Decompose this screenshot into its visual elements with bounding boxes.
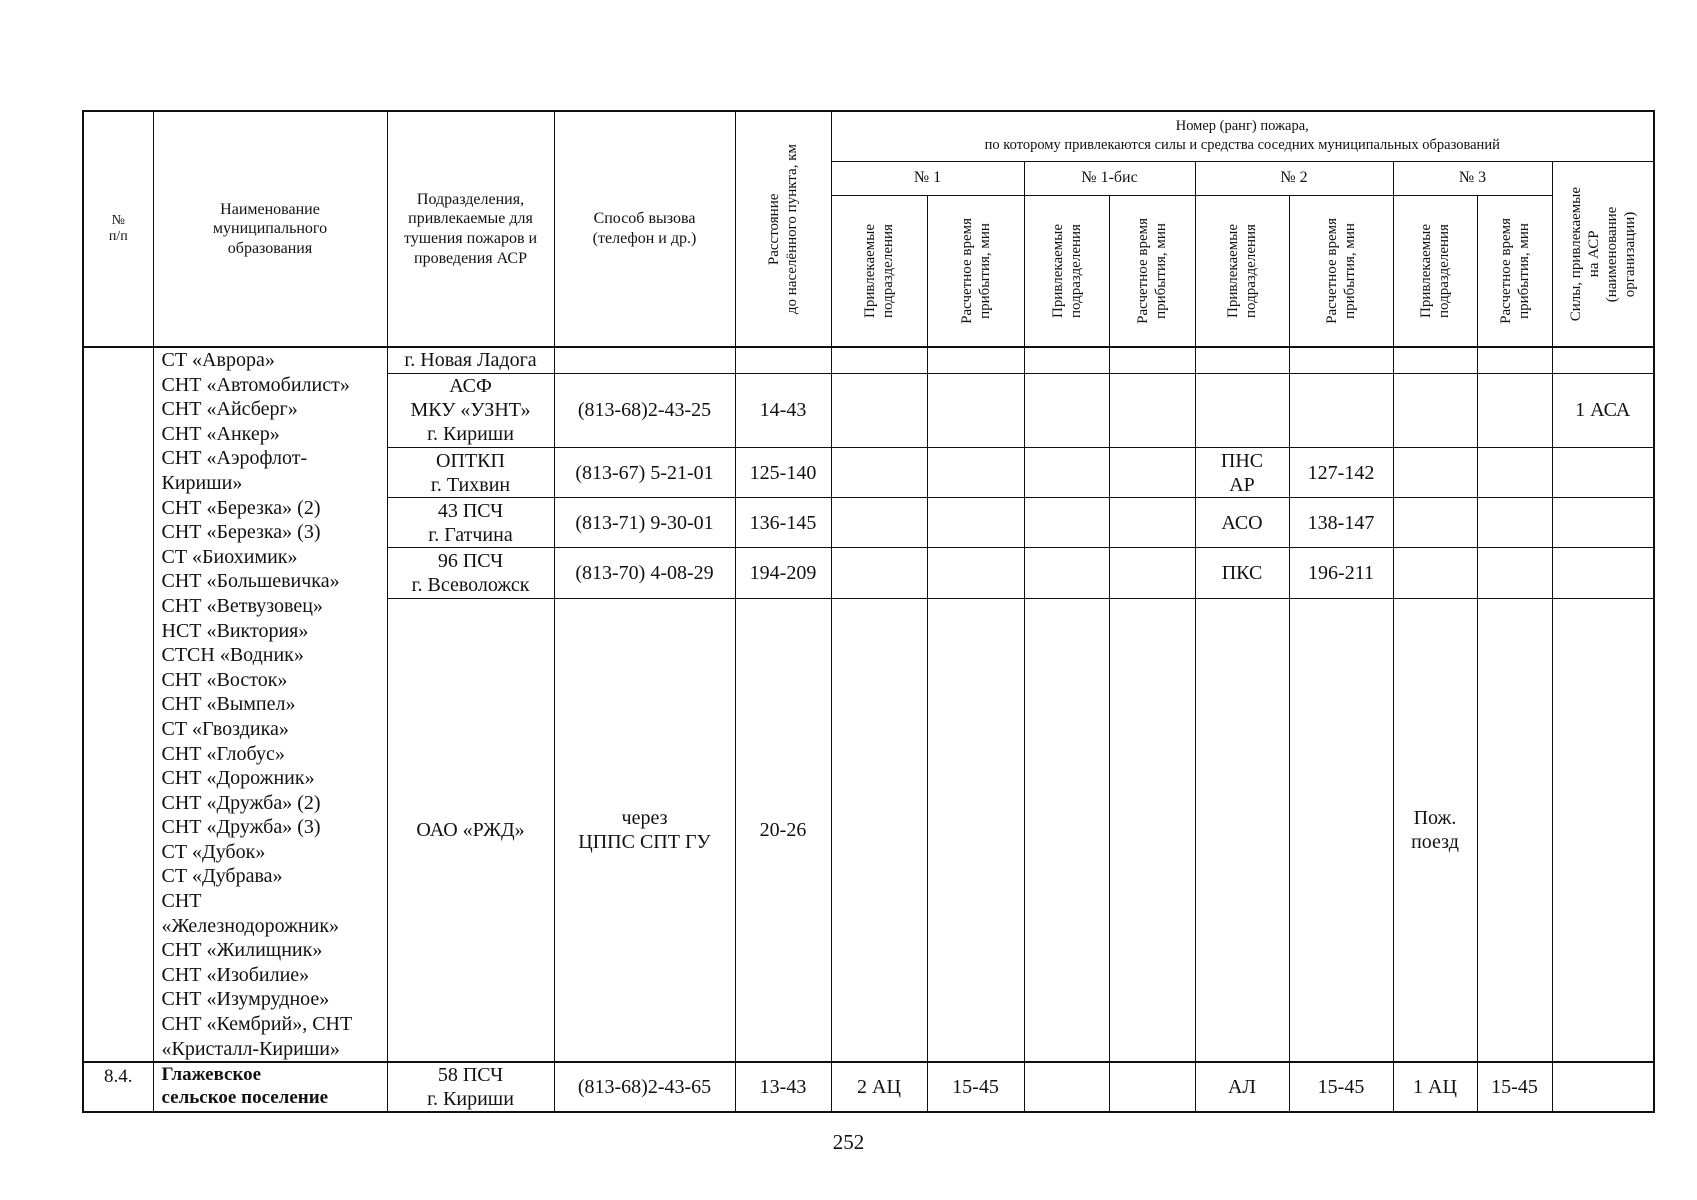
page-number: 252: [832, 1130, 865, 1154]
header-rank1bis-units: Привлекаемые подразделения: [1024, 195, 1109, 347]
header-rank2-time: Расчетное время прибытия, мин: [1289, 195, 1393, 347]
header-rank-title: Номер (ранг) пожара, по которому привлекаются силы и средства соседних муниципальных образований: [831, 111, 1654, 161]
header-distance: Расстояние до населённого пункта, км: [735, 111, 831, 347]
header-rank1bis-time: Расчетное время прибытия, мин: [1109, 195, 1195, 347]
fire-forces-table: [82, 110, 1655, 1113]
call-cell: (813-70) 4-08-29: [554, 548, 735, 598]
header-asr-forces: Силы, привлекаемые на АСР (наименование организации): [1552, 161, 1654, 347]
distance-cell: 13-43: [735, 1062, 831, 1112]
header-rank-1bis: № 1-бис: [1024, 161, 1195, 195]
call-cell: (813-68)2-43-65: [554, 1062, 735, 1112]
settlements-list: СТ «Аврора» СНТ «Автомобилист» СНТ «Айсберг» СНТ «Анкер» СНТ «Аэрофлот- Кириши» СНТ «Березка» (2) СНТ «Березка» (3) СТ «Биохимик» СНТ «Большевичка» СНТ «Ветвузовец» НСТ «Виктория» СТСН «Водник» СНТ «Восток» СНТ «Вымпел» СТ «Гвоздика» СНТ «Глобус» СНТ «Дорожник» СНТ «Дружба» (2) СНТ «Дружба» (3) СТ «Дубок» СТ «Дубрава» СНТ «Железнодорожник» СНТ «Жилищник» СНТ «Изобилие» СНТ «Изумрудное» СНТ «Кембрий», СНТ «Кристалл-Кириши»: [153, 347, 387, 1062]
distance-cell: [735, 347, 831, 373]
rank2-unit-cell: ПНС АР: [1195, 447, 1289, 497]
distance-cell: 194-209: [735, 548, 831, 598]
table-row: [83, 347, 1654, 373]
rank1-time-cell: 15-45: [927, 1062, 1024, 1112]
unit-cell: ОАО «РЖД»: [387, 598, 554, 1062]
rank2-unit-cell: АСО: [1195, 498, 1289, 548]
distance-cell: 136-145: [735, 498, 831, 548]
rank2-time-cell: 196-211: [1289, 548, 1393, 598]
call-cell: через ЦППС СПТ ГУ: [554, 598, 735, 1062]
header-num: № п/п: [83, 111, 153, 347]
header-rank3-units: Привлекаемые подразделения: [1393, 195, 1477, 347]
header-rank-2: № 2: [1195, 161, 1393, 195]
municipality-name: Глажевское сельское поселение: [153, 1062, 387, 1112]
call-cell: (813-68)2-43-25: [554, 373, 735, 447]
call-cell: (813-67) 5-21-01: [554, 447, 735, 497]
header-rank-3: № 3: [1393, 161, 1552, 195]
header-rank1-time: Расчетное время прибытия, мин: [927, 195, 1024, 347]
rank2-time-cell: 127-142: [1289, 447, 1393, 497]
asr-forces-cell: 1 АСА: [1552, 373, 1654, 447]
call-cell: (813-71) 9-30-01: [554, 498, 735, 548]
rank2-time-cell: 138-147: [1289, 498, 1393, 548]
header-call-method: Способ вызова (телефон и др.): [554, 111, 735, 347]
unit-cell: 58 ПСЧ г. Кириши: [387, 1062, 554, 1112]
rank2-unit-cell: ПКС: [1195, 548, 1289, 598]
rank3-unit-cell: Пож. поезд: [1393, 598, 1477, 1062]
distance-cell: 125-140: [735, 447, 831, 497]
unit-cell: ОПТКП г. Тихвин: [387, 447, 554, 497]
rank3-time-cell: 15-45: [1477, 1062, 1552, 1112]
distance-cell: 14-43: [735, 373, 831, 447]
unit-cell: 96 ПСЧ г. Всеволожск: [387, 548, 554, 598]
unit-cell: г. Новая Ладога: [387, 347, 554, 373]
row-number: 8.4.: [83, 1062, 153, 1112]
call-cell: [554, 347, 735, 373]
header-municipality: Наименование муниципального образования: [153, 111, 387, 347]
rank3-unit-cell: 1 АЦ: [1393, 1062, 1477, 1112]
header-rank1-units: Привлекаемые подразделения: [831, 195, 927, 347]
rank2-unit-cell: АЛ: [1195, 1062, 1289, 1112]
distance-cell: 20-26: [735, 598, 831, 1062]
table-row: [83, 1062, 1654, 1112]
header-rank3-time: Расчетное время прибытия, мин: [1477, 195, 1552, 347]
rank1-unit-cell: 2 АЦ: [831, 1062, 927, 1112]
header-rank-1: № 1: [831, 161, 1024, 195]
unit-cell: 43 ПСЧ г. Гатчина: [387, 498, 554, 548]
row-num-empty: [83, 347, 153, 1062]
rank2-time-cell: 15-45: [1289, 1062, 1393, 1112]
header-rank2-units: Привлекаемые подразделения: [1195, 195, 1289, 347]
unit-cell: АСФ МКУ «УЗНТ» г. Кириши: [387, 373, 554, 447]
header-units: Подразделения, привлекаемые для тушения пожаров и проведения АСР: [387, 111, 554, 347]
